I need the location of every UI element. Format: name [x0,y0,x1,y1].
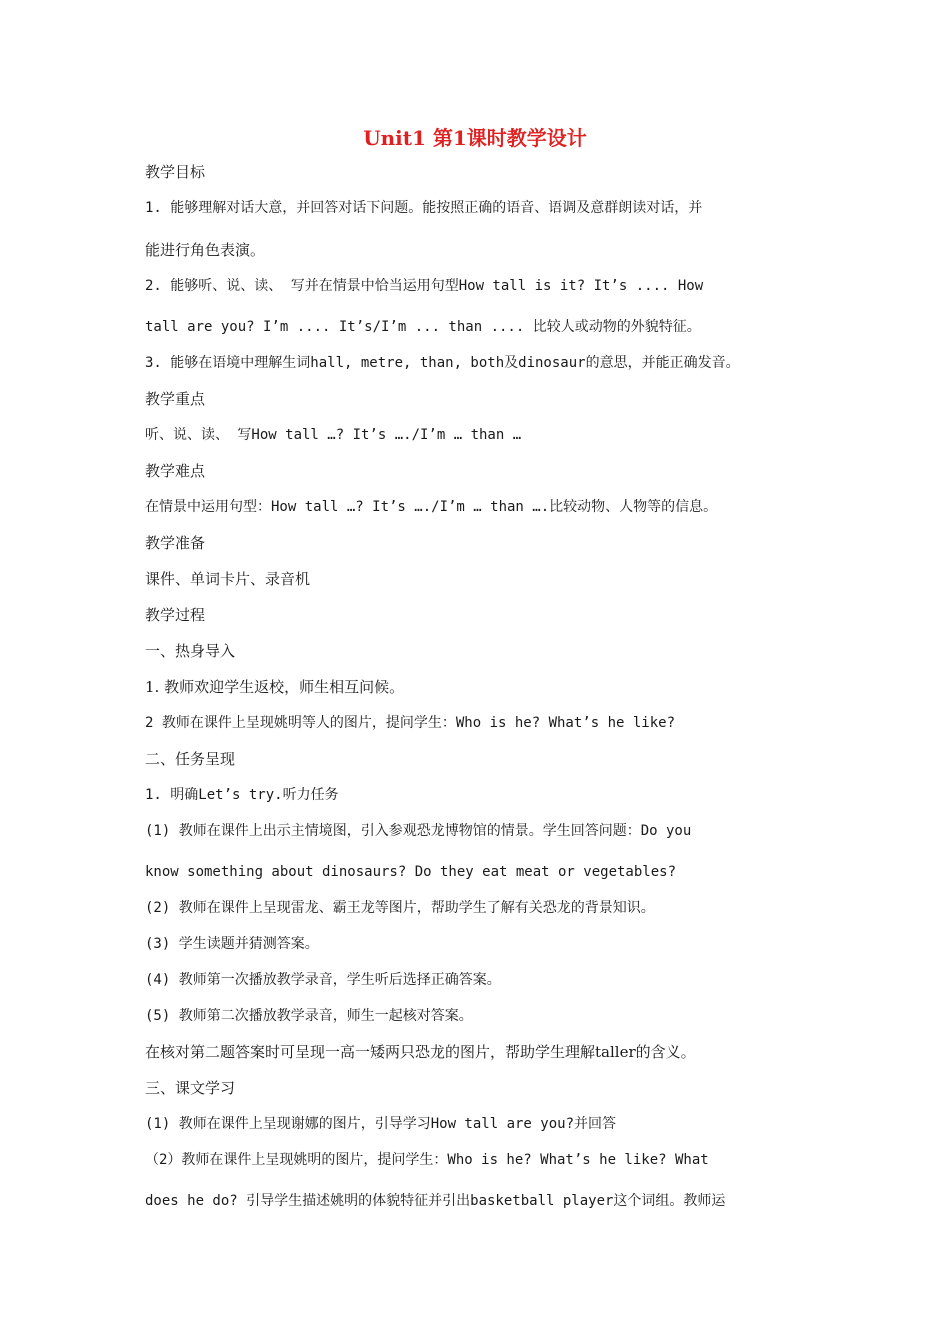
paragraph-line: (3) 学生读题并猜测答案。 [145,936,319,952]
paragraph-line: 在情景中运用句型：How tall …? It’s …./I’m … than ….比较动物、人物等的信息。 [145,499,718,515]
section-heading-objectives: 教学目标 [145,163,206,181]
paragraph-line: 听、说、读、 写How tall …? It’s …./I’m … than … [145,427,522,443]
subsection-heading: 二、任务呈现 [145,750,236,768]
section-heading-difficulties: 教学难点 [145,462,206,480]
paragraph-line: (4) 教师第一次播放教学录音，学生听后选择正确答案。 [145,972,501,988]
paragraph-line: 2. 能够听、说、读、 写并在情景中恰当运用句型How tall is it? It’s .... How [145,278,704,294]
paragraph-line: know something about dinosaurs? Do they eat meat or vegetables? [145,864,677,880]
paragraph-line: 1. 能够理解对话大意，并回答对话下问题。能按照正确的语音、语调及意群朗读对话，并 [145,200,703,216]
document-title: Unit1 第1课时教学设计 [363,126,587,150]
subsection-heading: 一、热身导入 [145,642,236,660]
paragraph-line: 1. 明确Let’s try.听力任务 [145,787,339,803]
section-heading-key-points: 教学重点 [145,390,206,408]
section-heading-preparation: 教学准备 [145,534,206,552]
paragraph-line: 在核对第二题答案时可呈现一高一矮两只恐龙的图片，帮助学生理解taller的含义。 [145,1043,696,1061]
paragraph-line: does he do? 引导学生描述姚明的体貌特征并引出basketball player这个词组。教师运 [145,1193,726,1209]
paragraph-line: 课件、单词卡片、录音机 [145,570,311,588]
paragraph-line: (1) 教师在课件上呈现谢娜的图片，引导学习How tall are you?并回答 [145,1116,617,1132]
paragraph-line: tall are you? I’m .... It’s/I’m ... than .... 比较人或动物的外貌特征。 [145,319,701,335]
section-heading-process: 教学过程 [145,606,206,624]
paragraph-line: (2) 教师在课件上呈现雷龙、霸王龙等图片，帮助学生了解有关恐龙的背景知识。 [145,900,655,916]
subsection-heading: 三、课文学习 [145,1079,236,1097]
paragraph-line: 1. 教师欢迎学生返校，师生相互问候。 [145,678,405,696]
paragraph-line: (1) 教师在课件上出示主情境图，引入参观恐龙博物馆的情景。学生回答问题：Do you [145,823,692,839]
paragraph-line: 2 教师在课件上呈现姚明等人的图片，提问学生：Who is he? What’s he like? [145,715,676,731]
paragraph-line: 能进行角色表演。 [145,241,266,259]
paragraph-line: 3. 能够在语境中理解生词hall, metre, than, both及dinosaur的意思，并能正确发音。 [145,355,740,371]
paragraph-line: (5) 教师第二次播放教学录音，师生一起核对答案。 [145,1008,473,1024]
paragraph-line: （2）教师在课件上呈现姚明的图片，提问学生：Who is he? What’s he like? What [145,1152,709,1168]
